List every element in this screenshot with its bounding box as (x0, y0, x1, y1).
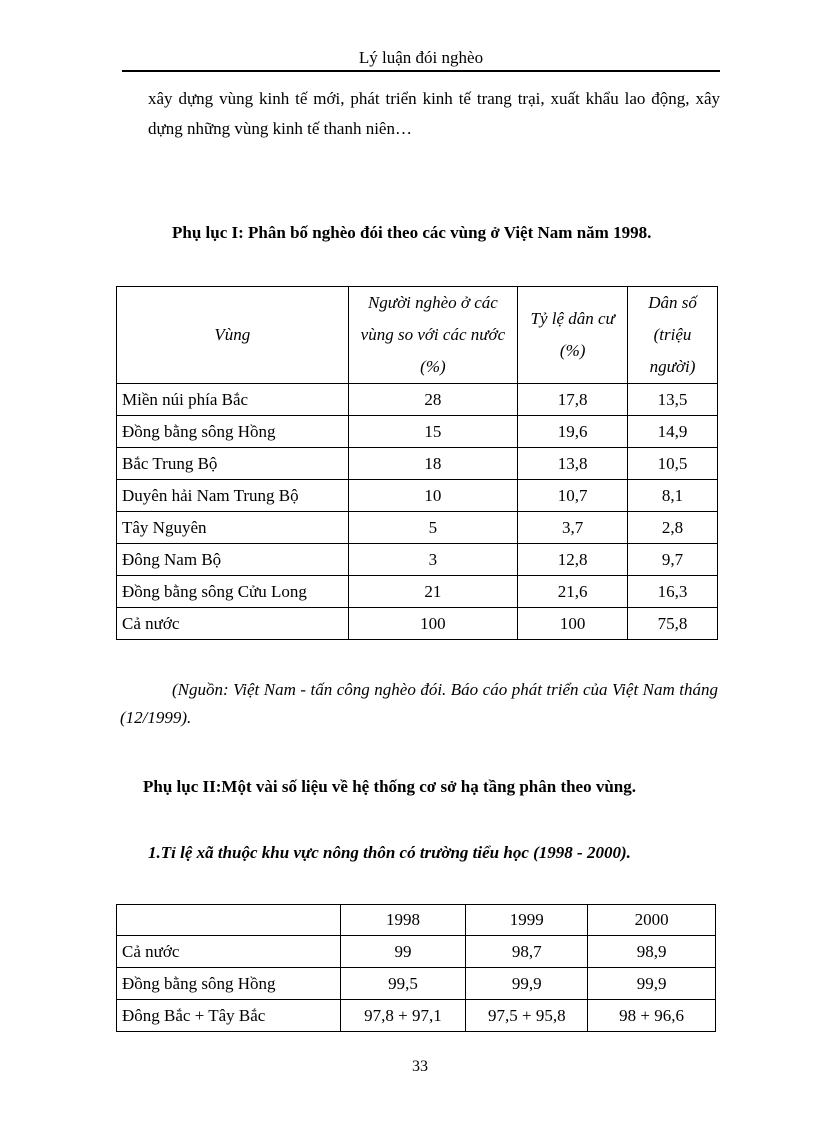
table-row (117, 608, 718, 640)
value-cell: 97,8 + 97,1 (340, 1000, 466, 1032)
value-cell: 14,9 (628, 416, 718, 448)
value-cell: 19,6 (518, 416, 628, 448)
table-row (117, 1000, 716, 1032)
value-cell: 75,8 (628, 608, 718, 640)
region-cell: Duyên hải Nam Trung Bộ (117, 480, 349, 512)
appendix-2-subtitle: 1.Tỉ lệ xã thuộc khu vực nông thôn có trường tiểu học (1998 - 2000). (148, 843, 631, 862)
table-row (117, 480, 718, 512)
region-cell: Đồng bằng sông Hồng (117, 968, 341, 1000)
region-cell: Tây Nguyên (117, 512, 349, 544)
value-cell: 21 (348, 576, 518, 608)
table-row (117, 968, 716, 1000)
value-cell: 3 (348, 544, 518, 576)
source-note: (Nguồn: Việt Nam - tấn công nghèo đói. Báo cáo phát triển của Việt Nam tháng (12/1999). (120, 680, 718, 727)
value-cell: 13,8 (518, 448, 628, 480)
value-cell: 9,7 (628, 544, 718, 576)
column-header (117, 905, 341, 936)
column-header: Người nghèo ở các vùng so với các nước (%) (348, 287, 518, 384)
region-cell: Miền núi phía Bắc (117, 384, 349, 416)
value-cell: 17,8 (518, 384, 628, 416)
table-row (117, 384, 718, 416)
page-number: 33 (412, 1058, 428, 1075)
poverty-distribution-table (116, 286, 718, 640)
value-cell: 10,7 (518, 480, 628, 512)
value-cell: 15 (348, 416, 518, 448)
value-cell: 13,5 (628, 384, 718, 416)
column-header: Tỷ lệ dân cư (%) (518, 287, 628, 384)
table-row (117, 936, 716, 968)
value-cell: 5 (348, 512, 518, 544)
region-cell: Cả nước (117, 936, 341, 968)
value-cell: 100 (518, 608, 628, 640)
column-header: Dân số (triệu người) (628, 287, 718, 384)
column-header: 1998 (340, 905, 466, 936)
appendix-1-title: Phụ lục I: Phân bố nghèo đói theo các vùng ở Việt Nam năm 1998. (172, 223, 652, 242)
table-header-row (117, 905, 716, 936)
region-cell: Đồng bằng sông Hồng (117, 416, 349, 448)
table-row (117, 416, 718, 448)
value-cell: 99,9 (588, 968, 716, 1000)
table-row (117, 544, 718, 576)
value-cell: 99,5 (340, 968, 466, 1000)
column-header: 1999 (466, 905, 588, 936)
value-cell: 99,9 (466, 968, 588, 1000)
value-cell: 3,7 (518, 512, 628, 544)
table-row (117, 512, 718, 544)
value-cell: 18 (348, 448, 518, 480)
table-header-row (117, 287, 718, 384)
value-cell: 2,8 (628, 512, 718, 544)
value-cell: 16,3 (628, 576, 718, 608)
value-cell: 100 (348, 608, 518, 640)
table-row (117, 576, 718, 608)
value-cell: 10,5 (628, 448, 718, 480)
table-row (117, 448, 718, 480)
value-cell: 98,9 (588, 936, 716, 968)
column-header: Vùng (117, 287, 349, 384)
region-cell: Cả nước (117, 608, 349, 640)
region-cell: Bắc Trung Bộ (117, 448, 349, 480)
column-header: 2000 (588, 905, 716, 936)
value-cell: 98 + 96,6 (588, 1000, 716, 1032)
value-cell: 99 (340, 936, 466, 968)
region-cell: Đông Nam Bộ (117, 544, 349, 576)
header-rule (122, 70, 720, 72)
appendix-2-title: Phụ lục II:Một vài số liệu về hệ thống cơ sở hạ tầng phân theo vùng. (143, 777, 637, 796)
value-cell: 97,5 + 95,8 (466, 1000, 588, 1032)
primary-school-table (116, 904, 716, 1032)
value-cell: 28 (348, 384, 518, 416)
region-cell: Đồng bằng sông Cửu Long (117, 576, 349, 608)
running-header: Lý luận đói nghèo (358, 48, 484, 67)
region-cell: Đông Bắc + Tây Bắc (117, 1000, 341, 1032)
value-cell: 21,6 (518, 576, 628, 608)
value-cell: 98,7 (466, 936, 588, 968)
intro-paragraph: xây dựng vùng kinh tế mới, phát triển kinh tế trang trại, xuất khẩu lao động, xây dựng những vùng kinh tế thanh niên… (148, 89, 720, 138)
value-cell: 12,8 (518, 544, 628, 576)
value-cell: 8,1 (628, 480, 718, 512)
value-cell: 10 (348, 480, 518, 512)
